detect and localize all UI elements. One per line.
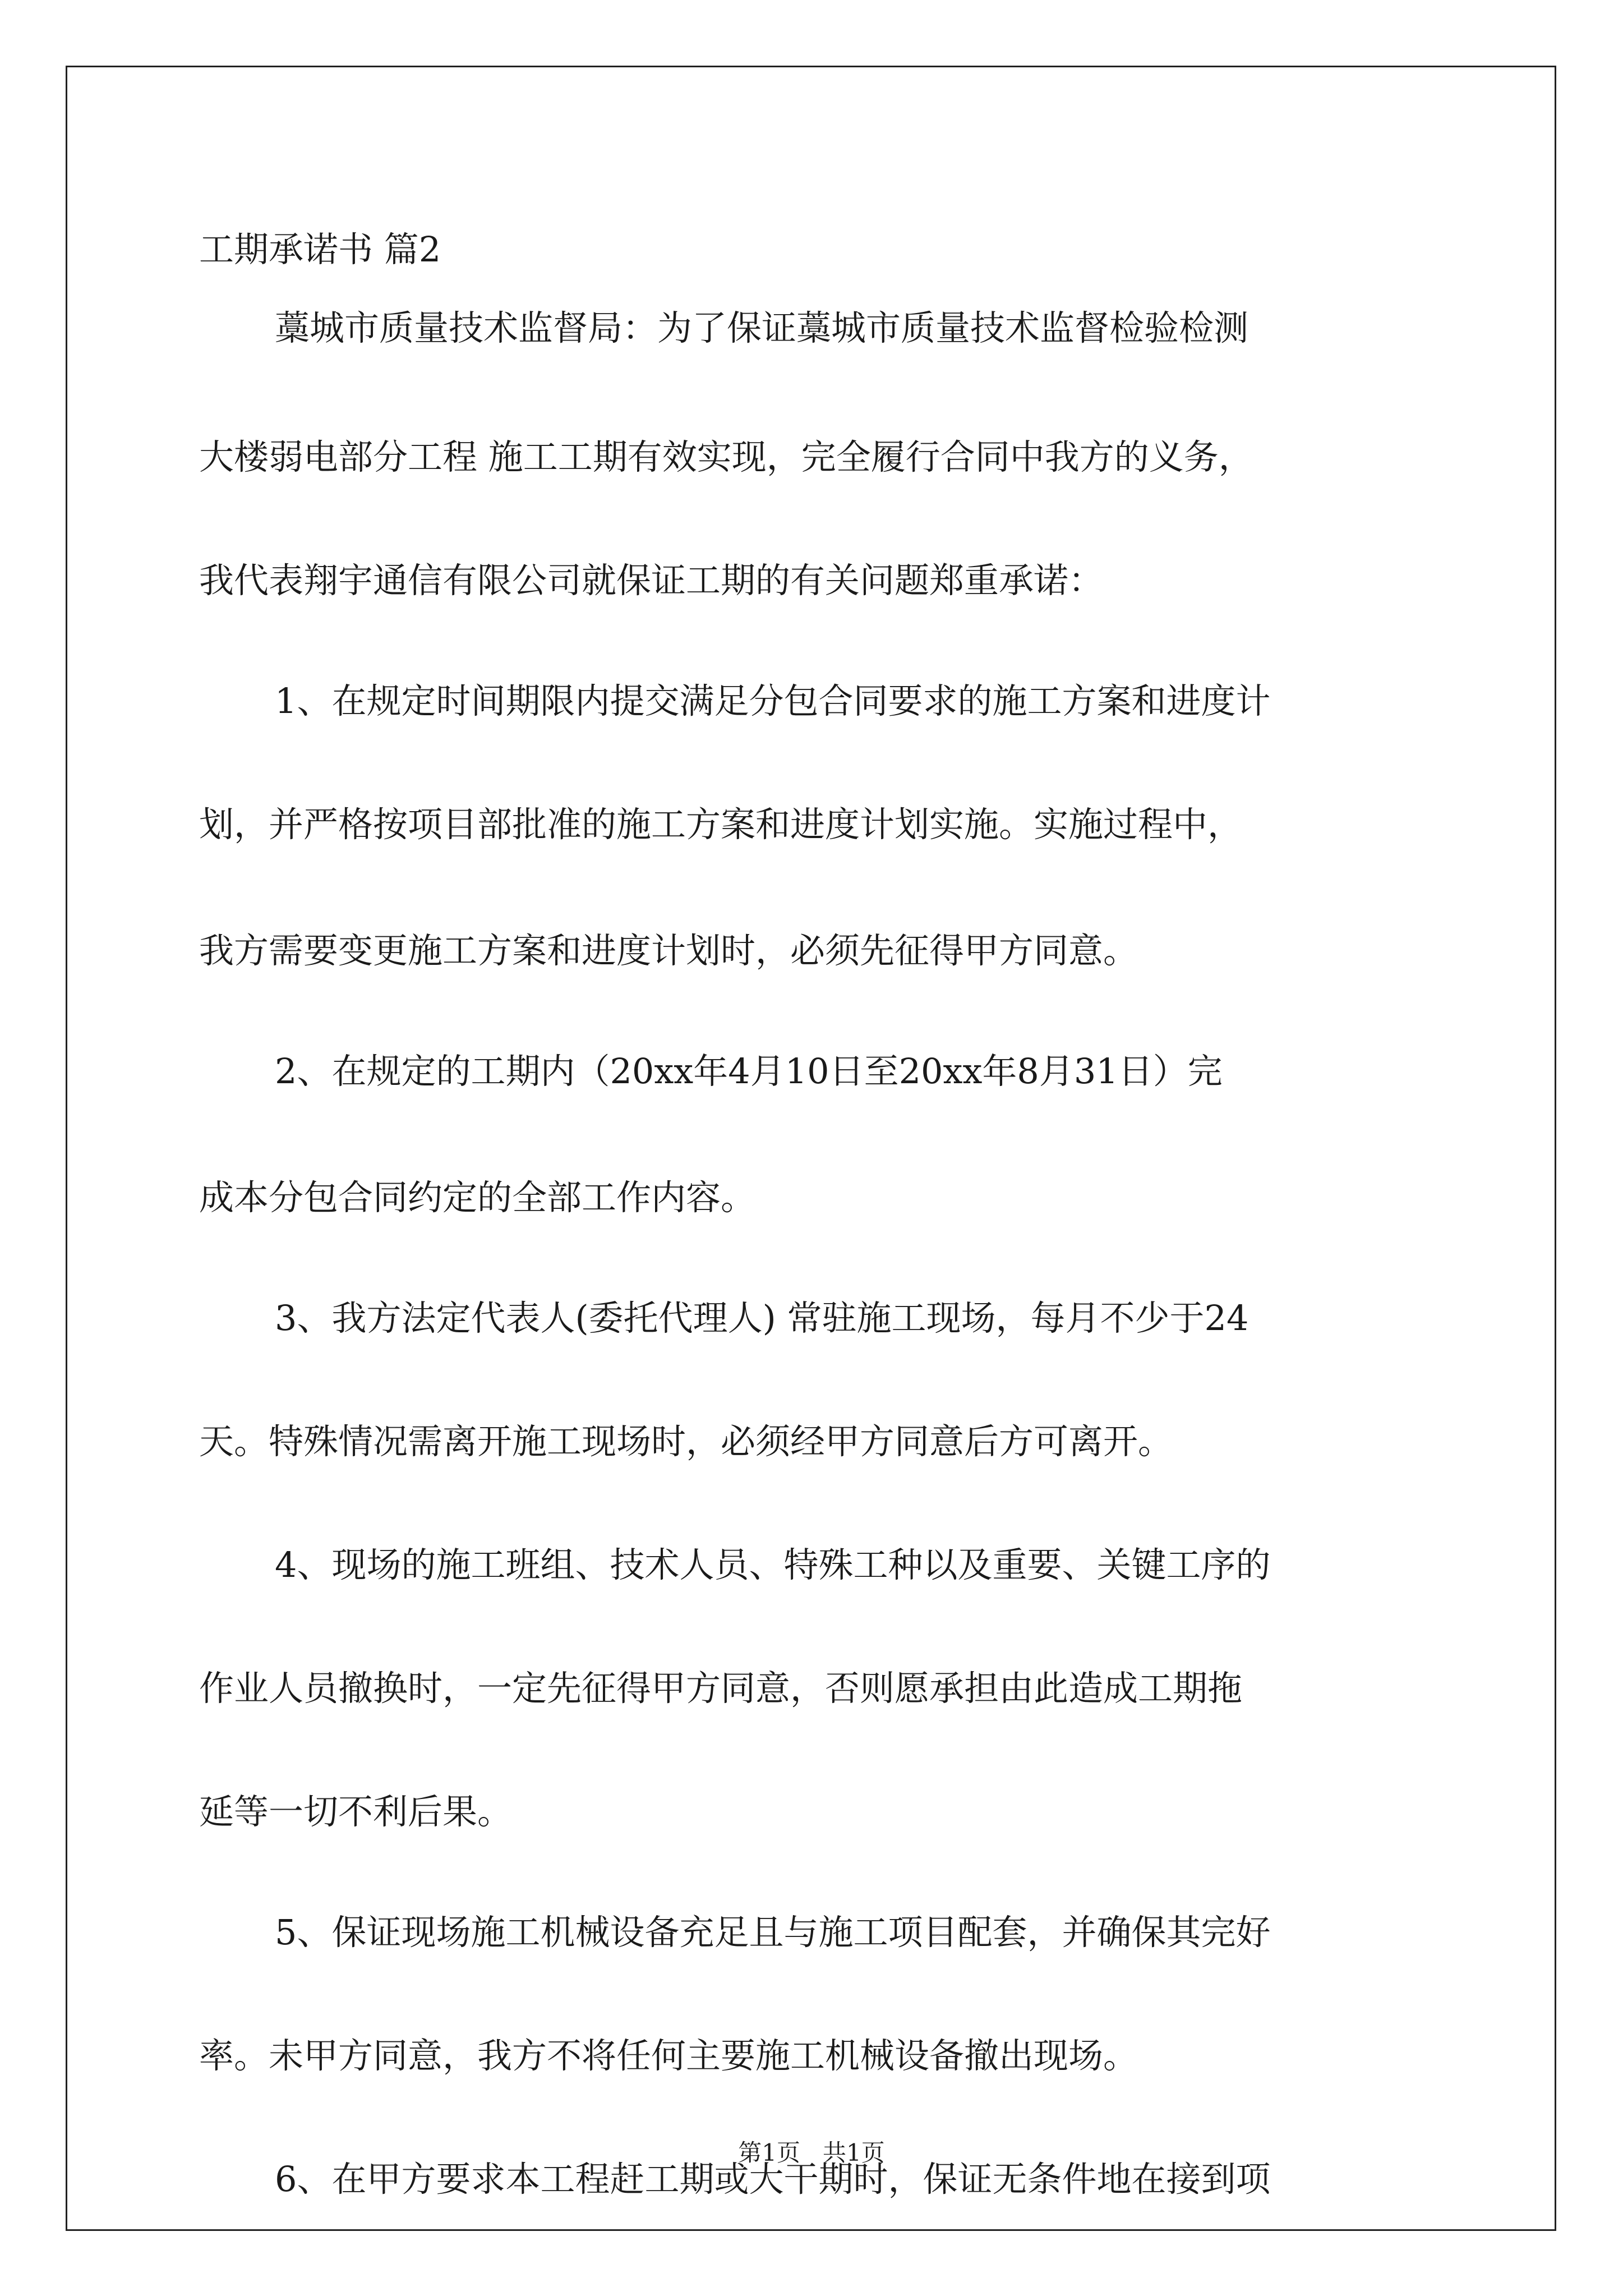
body-line: 划，并严格按项目部批准的施工方案和进度计划实施。实施过程中， <box>199 804 1243 845</box>
document-heading: 工期承诺书 篇2 <box>199 229 441 270</box>
body-line: 我方需要变更施工方案和进度计划时，必须先征得甲方同意。 <box>199 930 1138 971</box>
body-line: 率。未甲方同意，我方不将任何主要施工机械设备撤出现场。 <box>199 2035 1138 2076</box>
body-line: 我代表翔宇通信有限公司就保证工期的有关问题郑重承诺： <box>199 560 1104 601</box>
body-line: 作业人员撤换时，一定先征得甲方同意，否则愿承担由此造成工期拖 <box>199 1668 1243 1709</box>
body-line: 成本分包合同约定的全部工作内容。 <box>199 1177 756 1218</box>
body-line: 天。特殊情况需离开施工现场时，必须经甲方同意后方可离开。 <box>199 1421 1173 1462</box>
body-line: 大楼弱电部分工程 施工工期有效实现，完全履行合同中我方的义务， <box>199 436 1253 477</box>
body-line: 3、我方法定代表人(委托代理人) 常驻施工现场，每月不少于24 <box>275 1297 1249 1338</box>
body-line: 藁城市质量技术监督局：为了保证藁城市质量技术监督检验检测 <box>275 307 1249 348</box>
body-line: 延等一切不利后果。 <box>199 1791 513 1832</box>
body-line: 6、在甲方要求本工程赶工期或大干期时，保证无条件地在接到项 <box>275 2159 1271 2200</box>
body-line: 4、现场的施工班组、技术人员、特殊工种以及重要、关键工序的 <box>275 1544 1271 1585</box>
body-line: 2、在规定的工期内（20xx年4月10日至20xx年8月31日）完 <box>275 1051 1223 1092</box>
body-line: 5、保证现场施工机械设备充足且与施工项目配套，并确保其完好 <box>275 1912 1271 1953</box>
page-footer: 第1页 共1页 <box>738 2139 885 2166</box>
body-line: 1、在规定时间期限内提交满足分包合同要求的施工方案和进度计 <box>275 680 1271 721</box>
